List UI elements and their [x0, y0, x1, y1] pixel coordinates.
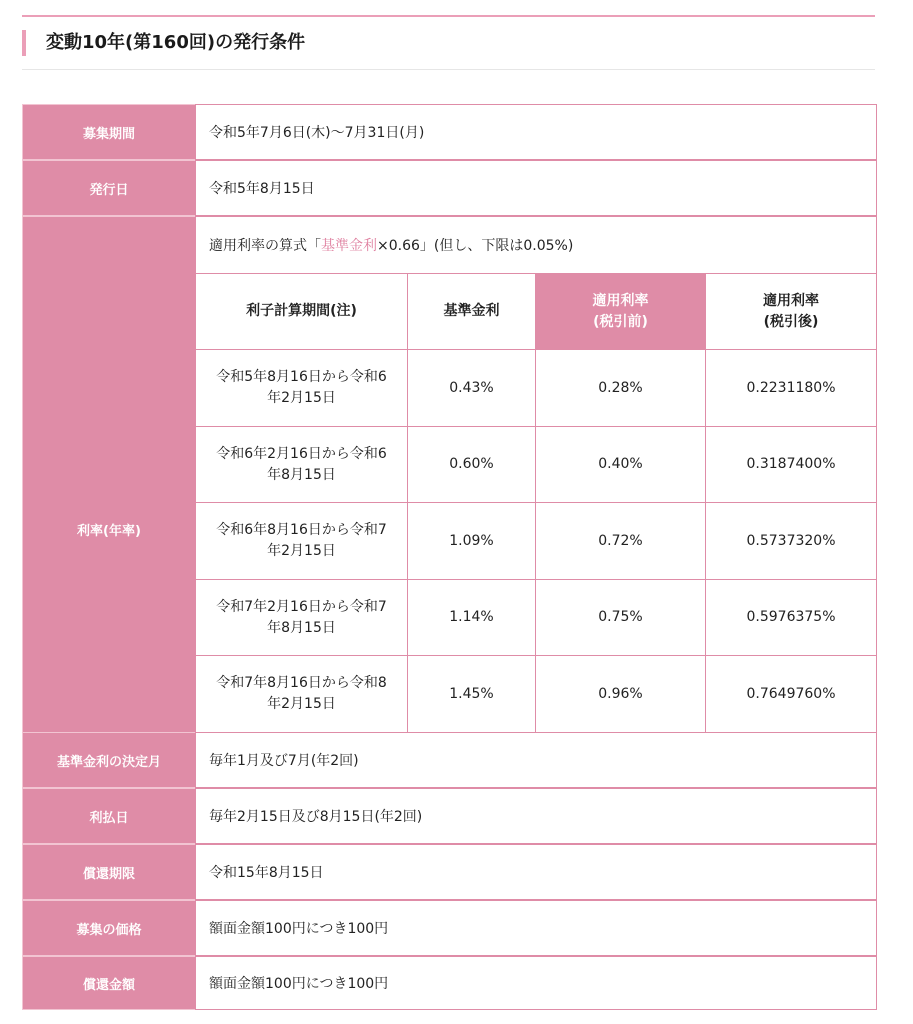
period-cell: [196, 503, 408, 580]
rate-formula: [196, 217, 876, 274]
col-header-posttax-line2: (税引後): [763, 313, 819, 330]
row-value: 毎年2月15日及び8月15日(年2回): [195, 788, 877, 844]
period-line1: 令和6年2月16日から令和6: [216, 445, 387, 462]
pretax-rate-cell: 0.28%: [536, 350, 706, 427]
pretax-rate-cell: 0.75%: [536, 580, 706, 656]
period-line1: 令和7年8月16日から令和8: [216, 675, 387, 691]
posttax-rate-cell: 0.2231180%: [706, 350, 876, 427]
table-row: [22, 844, 877, 900]
base-rate-cell: 1.45%: [408, 656, 536, 732]
col-header-pretax: [536, 274, 706, 350]
formula-prefix: 適用利率の算式「: [209, 238, 321, 254]
period-cell: [196, 427, 408, 503]
base-rate-cell: 0.43%: [408, 350, 536, 427]
row-header: 利払日: [22, 788, 195, 844]
base-rate-link[interactable]: 基準金利: [321, 238, 377, 254]
table-row: [22, 788, 877, 844]
base-rate-cell: 1.09%: [408, 503, 536, 580]
period-line2: 年2月15日: [267, 696, 336, 712]
row-value: 令和5年8月15日: [195, 160, 877, 216]
row-header: 発行日: [22, 160, 195, 216]
posttax-rate-cell: 0.3187400%: [706, 427, 876, 503]
period-line2: 年8月15日: [267, 466, 336, 483]
row-header: 募集の価格: [22, 900, 195, 956]
pretax-rate-cell: 0.96%: [536, 656, 706, 732]
row-header: 募集期間: [22, 104, 195, 160]
pretax-rate-cell: 0.72%: [536, 503, 706, 580]
base-rate-cell: 0.60%: [408, 427, 536, 503]
top-divider: [22, 15, 875, 17]
row-value: 額面金額100円につき100円: [195, 900, 877, 956]
row-header: 償還金額: [22, 956, 195, 1010]
period-cell: [196, 350, 408, 427]
posttax-rate-cell: 0.7649760%: [746, 685, 836, 702]
col-header-pretax-line2: (税引前): [593, 313, 648, 330]
col-header-period: 利子計算期間(注): [196, 274, 408, 350]
row-header: 基準金利の決定月: [22, 732, 195, 788]
posttax-rate-cell: 0.5737320%: [706, 503, 876, 580]
row-header: 償還期限: [22, 844, 195, 900]
page-title: 変動10年(第160回)の発行条件: [46, 32, 306, 53]
period-cell: [196, 656, 408, 732]
col-header-pretax-line1: 適用利率: [592, 292, 649, 309]
period-line2: 年2月15日: [267, 543, 336, 559]
table-row: [22, 900, 877, 956]
issuance-conditions-table: [22, 104, 877, 1010]
period-cell: [196, 580, 408, 656]
col-header-posttax-line1: 適用利率: [763, 292, 819, 309]
row-value: 令和15年8月15日: [195, 844, 877, 900]
base-rate-cell: 1.14%: [408, 580, 536, 656]
table-row: [22, 104, 877, 160]
period-line1: 令和6年8月16日から令和7: [216, 522, 387, 538]
period-line2: 年8月15日: [267, 619, 336, 636]
table-row: [22, 160, 877, 216]
title-accent-bar: [22, 30, 26, 56]
posttax-rate-cell: 0.5976375%: [706, 580, 876, 656]
table-row: [22, 956, 877, 1010]
table-row: [22, 732, 877, 788]
period-line1: 令和5年8月16日から令和6: [216, 369, 387, 385]
period-line2: 年2月15日: [267, 390, 336, 406]
row-value: 毎年1月及び7月(年2回): [195, 732, 877, 788]
col-header-base: 基準金利: [408, 274, 536, 350]
formula-suffix: ×0.66」(但し、下限は0.05%): [377, 238, 574, 254]
row-header: 利率(年率): [22, 216, 195, 843]
section-header: [22, 26, 875, 70]
period-line1: 令和7年2月16日から令和7: [216, 598, 387, 615]
row-value: 額面金額100円につき100円: [195, 956, 877, 1010]
pretax-rate-cell: 0.40%: [536, 427, 706, 503]
col-header-posttax: [706, 274, 876, 350]
row-value: 令和5年7月6日(木)～7月31日(月): [195, 104, 877, 160]
